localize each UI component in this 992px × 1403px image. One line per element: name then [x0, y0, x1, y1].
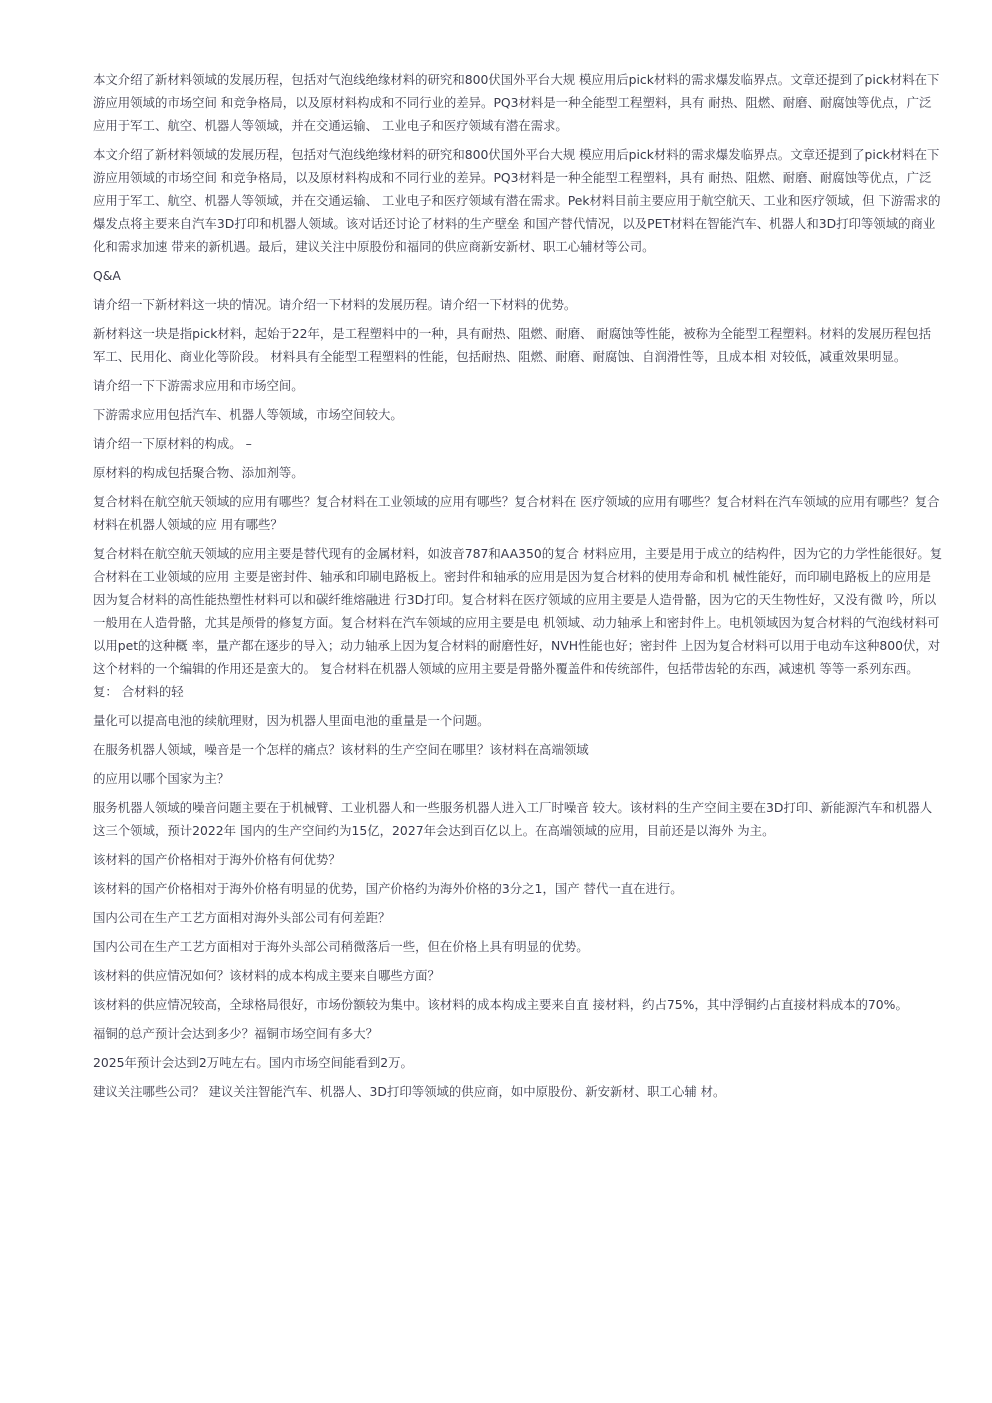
question-paragraph: 该材料的供应情况如何？该材料的成本构成主要来自哪些方面？ — [93, 968, 440, 983]
question-paragraph: 请介绍一下原材料的构成。 – — [93, 436, 252, 451]
answer-paragraph: 服务机器人领域的噪音问题主要在于机械臂、工业机器人和一些服务机器人进入工厂时噪音 较大。该材料的生产空间主要在3D打印、新能源汽车和机器人这三个领域，预计2022年 国内的生产空间约为15亿，2027年会达到百亿以上。在高端领域的应用，目前还是以海外 为主。 — [93, 800, 933, 838]
document-body — [93, 68, 943, 1109]
question-paragraph-continued: 的应用以哪个国家为主？ — [93, 771, 230, 786]
answer-paragraph-continued: 量化可以提高电池的续航理财，因为机器人里面电池的重量是一个问题。 — [93, 713, 490, 728]
answer-paragraph: 该材料的国产价格相对于海外价格有明显的优势，国产价格约为海外价格的3分之1，国产 替代一直在进行。 — [93, 881, 683, 896]
answer-paragraph: 该材料的供应情况较高，全球格局很好，市场份额较为集中。该材料的成本构成主要来自直 接材料，约占75%，其中浮铜约占直接材料成本的70%。 — [93, 997, 908, 1012]
question-paragraph: 该材料的国产价格相对于海外价格有何优势？ — [93, 852, 341, 867]
summary-paragraph-1: 本文介绍了新材料领域的发展历程，包括对气泡线绝缘材料的研究和800伏国外平台大规 模应用后pick材料的需求爆发临界点。文章还提到了pick材料在下游应用领域的市场空间 和竞争格局，以及原材料构成和不同行业的差异。PQ3材料是一种全能型工程塑料，具有 耐热、阻燃、耐磨、耐腐蚀等优点，广泛应用于军工、航空、机器人等领域，并在交通运输、 工业电子和医疗领域有潜在需求。 — [93, 72, 940, 133]
answer-paragraph: 原材料的构成包括聚合物、添加剂等。 — [93, 465, 304, 480]
answer-paragraph: 复合材料在航空航天领域的应用主要是替代现有的金属材料，如波音787和AA350的复合 材料应用，主要是用于成立的结构件，因为它的力学性能很好。复合材料在工业领域的应用 主要是密封件、轴承和印刷电路板上。密封件和轴承的应用是因为复合材料的使用寿命和机 械性能好，而印刷电路板上的应用是因为复合材料的高性能热塑性材料可以和碳纤维熔融进 行3D打印。复合材料在医疗领域的应用主要是人造骨骼，因为它的天生物性好，又没有微 吟，所以一般用在人造骨骼，尤其是颅骨的修复方面。复合材料在汽车领域的应用主要是电 机领域、动力轴承上和密封件上。电机领域因为复合材料的气泡线材料可以用pet的这种概 率，量产都在逐步的导入；动力轴承上因为复合材料的耐磨性好，NVH性能也好；密封件 上因为复合材料可以用于电动车这种800伏，对这个材料的一个编辑的作用还是蛮大的。 复合材料在机器人领域的应用主要是骨骼外覆盖件和传统部件，包括带齿轮的东西，减速机 等等一系列东西。复： 合材料的轻 — [93, 546, 943, 699]
answer-paragraph: 2025年预计会达到2万吨左右。国内市场空间能看到2万。 — [93, 1055, 413, 1070]
question-paragraph: 福铜的总产预计会达到多少？福铜市场空间有多大？ — [93, 1026, 378, 1041]
question-paragraph: 复合材料在航空航天领域的应用有哪些？复合材料在工业领域的应用有哪些？复合材料在 医疗领域的应用有哪些？复合材料在汽车领域的应用有哪些？复合材料在机器人领域的应 用有哪些？ — [93, 494, 940, 532]
question-paragraph: 请介绍一下下游需求应用和市场空间。 — [93, 378, 304, 393]
question-paragraph: 请介绍一下新材料这一块的情况。请介绍一下材料的发展历程。请介绍一下材料的优势。 — [93, 297, 577, 312]
question-paragraph: 在服务机器人领域，噪音是一个怎样的痛点？该材料的生产空间在哪里？该材料在高端领域 — [93, 742, 589, 757]
recommendation-paragraph: 建议关注哪些公司？ 建议关注智能汽车、机器人、3D打印等领域的供应商，如中原股份、新安新材、职工心辅 材。 — [93, 1084, 726, 1099]
answer-paragraph: 新材料这一块是指pick材料，起始于22年，是工程塑料中的一种，具有耐热、阻燃、耐磨、 耐腐蚀等性能，被称为全能型工程塑料。材料的发展历程包括军工、民用化、商业化等阶段。 材料具有全能型工程塑料的性能，包括耐热、阻燃、耐磨、耐腐蚀、自润滑性等，且成本相 对较低，减重效果明显。 — [93, 326, 931, 364]
summary-paragraph-2: 本文介绍了新材料领域的发展历程，包括对气泡线绝缘材料的研究和800伏国外平台大规 模应用后pick材料的需求爆发临界点。文章还提到了pick材料在下游应用领域的市场空间 和竞争格局，以及原材料构成和不同行业的差异。PQ3材料是一种全能型工程塑料，具有 耐热、阻燃、耐磨、耐腐蚀等优点，广泛应用于军工、航空、机器人等领域，并在交通运输、 工业电子和医疗领域有潜在需求。Pek材料目前主要应用于航空航天、工业和医疗领域，但 下游需求的爆发点将主要来自汽车3D打印和机器人领域。该对话还讨论了材料的生产壁垒 和国产替代情况，以及PET材料在智能汽车、机器人和3D打印等领域的商业化和需求加速 带来的新机遇。最后，建议关注中原股份和福同的供应商新安新材、职工心辅材等公司。 — [93, 147, 941, 254]
qa-heading: Q&A — [93, 268, 121, 283]
answer-paragraph: 下游需求应用包括汽车、机器人等领域，市场空间较大。 — [93, 407, 403, 422]
answer-paragraph: 国内公司在生产工艺方面相对于海外头部公司稍微落后一些，但在价格上具有明显的优势。 — [93, 939, 589, 954]
question-paragraph: 国内公司在生产工艺方面相对海外头部公司有何差距？ — [93, 910, 391, 925]
